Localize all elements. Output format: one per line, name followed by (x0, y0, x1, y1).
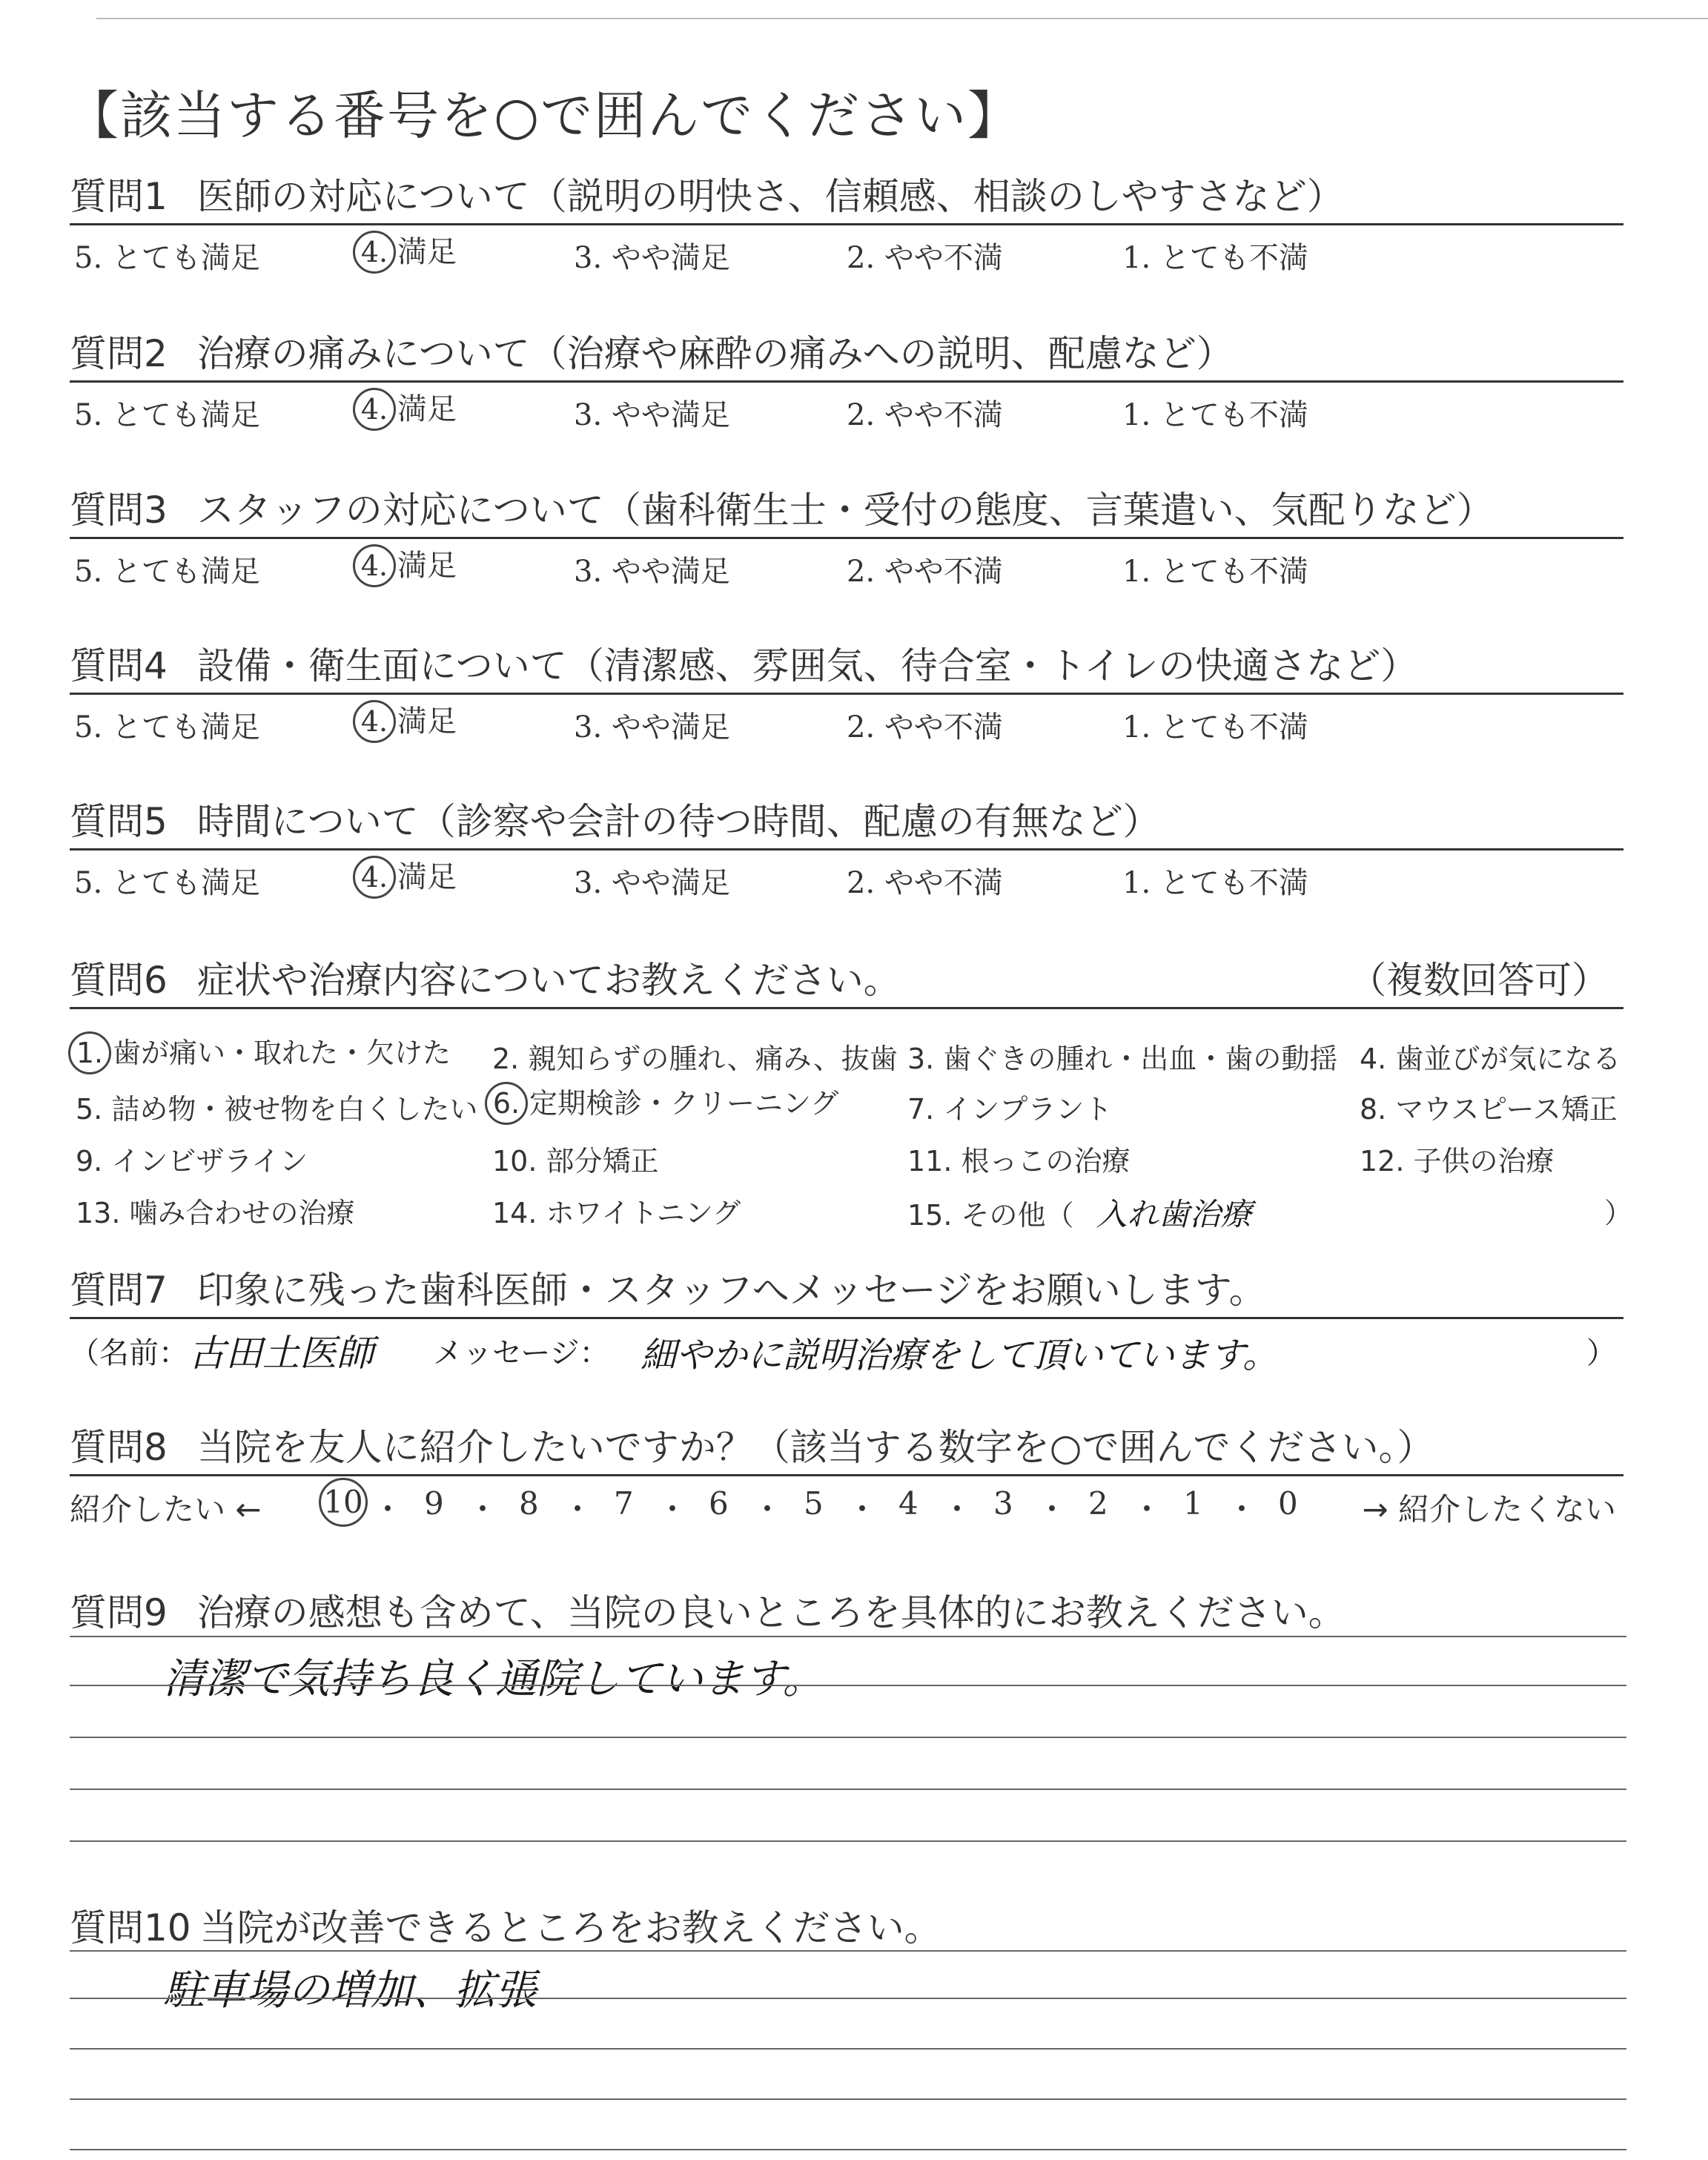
question-8 (70, 1418, 1623, 1528)
question-number: 質問5 (70, 800, 168, 843)
scale-value-4[interactable]: 4 (898, 1485, 918, 1522)
answer-line (70, 1950, 1626, 1952)
option-6[interactable] (491, 1080, 838, 1125)
rating-4[interactable] (359, 228, 457, 274)
question-text: 設備・衛生面について（清潔感、雰囲気、待合室・トイレの快適さなど） (196, 644, 1418, 687)
scale-separator: ・ (1036, 1491, 1068, 1527)
question-4 (70, 636, 1623, 744)
rating-3[interactable]: 3. やや満足 (574, 398, 730, 432)
rating-options (70, 539, 1623, 588)
option-8[interactable]: 8. マウスピース矯正 (1360, 1093, 1618, 1126)
rating-2[interactable]: 2. やや不満 (847, 710, 1003, 744)
option-14[interactable]: 14. ホワイトニング (492, 1197, 741, 1229)
close-paren: ） (1586, 1336, 1616, 1370)
option-5[interactable]: 5. 詰め物・被せ物を白くしたい (76, 1093, 478, 1126)
scale-value-2[interactable]: 2 (1088, 1485, 1108, 1522)
rating-label: 満足 (397, 235, 457, 269)
selected-circle: 4. (353, 231, 396, 274)
scale-separator: ・ (657, 1491, 689, 1527)
scale-left-label: 紹介したい ← (70, 1491, 262, 1527)
question-title (70, 324, 1623, 376)
option-10[interactable]: 10. 部分矯正 (492, 1145, 659, 1178)
answer-line (70, 2098, 1626, 2100)
scale-right-label: → 紹介したくない (1362, 1491, 1616, 1527)
rating-4[interactable] (359, 698, 457, 743)
answer-line (70, 1636, 1626, 1637)
rating-1[interactable]: 1. とても不満 (1122, 555, 1308, 589)
selected-circle: 6. (485, 1082, 528, 1125)
question-text: 医師の対応について（説明の明快さ、信頼感、相談のしやすさなど） (196, 175, 1344, 218)
question-9 (70, 1583, 1623, 1635)
question-number: 質問7 (70, 1269, 168, 1312)
question-number: 質問8 (70, 1426, 168, 1469)
rating-5[interactable]: 5. とても満足 (74, 398, 260, 432)
rating-label: 満足 (397, 549, 457, 583)
rating-5[interactable]: 5. とても満足 (74, 241, 260, 275)
question-number: 質問9 (70, 1591, 168, 1634)
answer-line (70, 1685, 1626, 1686)
page-title: 【該当する番号を○で囲んでください】 (67, 85, 1022, 146)
question-number: 質問4 (70, 644, 168, 687)
selected-circle: 1. (68, 1031, 111, 1074)
scale-separator: ・ (562, 1491, 594, 1527)
top-border (96, 18, 1708, 19)
recommend-scale (70, 1476, 1623, 1528)
option-7[interactable]: 7. インプラント (907, 1093, 1113, 1126)
rating-2[interactable]: 2. やや不満 (847, 398, 1003, 432)
rating-5[interactable]: 5. とても満足 (74, 866, 260, 900)
rating-3[interactable]: 3. やや満足 (574, 555, 730, 589)
rating-1[interactable]: 1. とても不満 (1122, 398, 1308, 432)
option-label: 定期検診・クリーニング (529, 1087, 839, 1120)
scale-value-0[interactable]: 0 (1278, 1485, 1298, 1522)
question-title (70, 480, 1623, 532)
rating-1[interactable]: 1. とても不満 (1122, 710, 1308, 744)
question-1 (70, 167, 1623, 274)
scale-separator: ・ (372, 1491, 404, 1527)
scale-separator: ・ (1131, 1491, 1163, 1527)
answer-line (70, 2048, 1626, 2050)
scale-value-8[interactable]: 8 (519, 1485, 539, 1522)
question-number: 質問6 (70, 959, 168, 1002)
rating-2[interactable]: 2. やや不満 (847, 555, 1003, 589)
name-label: （名前： (70, 1336, 188, 1370)
scale-separator: ・ (752, 1491, 784, 1527)
rating-1[interactable]: 1. とても不満 (1122, 866, 1308, 900)
option-2[interactable]: 2. 親知らずの腫れ、痛み、抜歯 (492, 1043, 898, 1075)
q10-answer-handwritten: 駐車場の増加、拡張 (163, 1966, 537, 2015)
rating-options (70, 851, 1623, 899)
question-text: 当院が改善できるところをお教えください。 (199, 1906, 941, 1949)
scale-value-3[interactable]: 3 (993, 1485, 1013, 1522)
rating-4[interactable] (359, 853, 457, 899)
question-title (70, 1418, 1623, 1470)
answer-line (70, 1737, 1626, 1738)
selected-circle: 4. (353, 700, 396, 743)
answer-line (70, 1998, 1626, 1999)
message-label: メッセージ： (433, 1336, 609, 1370)
option-13[interactable]: 13. 噛み合わせの治療 (76, 1197, 355, 1229)
message-value-handwritten: 細やかに説明治療をして頂いています。 (640, 1335, 1279, 1376)
scale-value-9[interactable]: 9 (424, 1485, 444, 1522)
question-6 (70, 951, 1633, 1232)
rating-options (70, 225, 1623, 274)
option-1[interactable] (74, 1030, 451, 1074)
question-title (70, 951, 1623, 1003)
question-number: 質問1 (70, 175, 168, 218)
selected-circle: 4. (353, 856, 396, 899)
question-text: 印象に残った歯科医師・スタッフへメッセージをお願いします。 (196, 1269, 1266, 1312)
rating-3[interactable]: 3. やや満足 (574, 241, 730, 275)
question-text: 治療の感想も含めて、当院の良いところを具体的にお教えください。 (196, 1591, 1345, 1634)
question-title (70, 792, 1623, 844)
rating-2[interactable]: 2. やや不満 (847, 241, 1003, 275)
rating-label: 満足 (397, 860, 457, 894)
option-label: 15. その他（ (907, 1199, 1074, 1232)
question-title (70, 1583, 1623, 1635)
question-number: 質問10 (70, 1906, 191, 1949)
rating-5[interactable]: 5. とても満足 (74, 710, 260, 744)
question-text: 症状や治療内容についてお教えください。 (196, 959, 901, 1002)
rating-2[interactable]: 2. やや不満 (847, 866, 1003, 900)
question-text: 当院を友人に紹介したいですか？（該当する数字を○で囲んでください。） (196, 1426, 1434, 1469)
question-number: 質問3 (70, 489, 168, 532)
other-close-paren: ） (1604, 1197, 1633, 1229)
question-5 (70, 792, 1623, 899)
scale-value-5[interactable]: 5 (804, 1485, 824, 1522)
rating-3[interactable]: 3. やや満足 (574, 866, 730, 900)
question-text: 時間について（診察や会計の待つ時間、配慮の有無など） (196, 800, 1160, 843)
scale-separator: ・ (467, 1491, 499, 1527)
multiple-answer-note: （複数回答可） (1349, 959, 1609, 1002)
scale-value-7[interactable]: 7 (614, 1485, 634, 1522)
question-title (70, 1898, 1623, 1950)
rating-options (70, 383, 1623, 432)
symptom-options (70, 1009, 1633, 1232)
option-4[interactable]: 4. 歯並びが気になる (1360, 1043, 1621, 1075)
q9-answer-handwritten: 清潔で気持ち良く通院しています。 (163, 1655, 824, 1703)
question-title (70, 1261, 1623, 1312)
question-text: 治療の痛みについて（治療や麻酔の痛みへの説明、配慮など） (196, 332, 1234, 375)
answer-line (70, 2149, 1626, 2150)
option-label: 歯が痛い・取れた・欠けた (113, 1037, 451, 1069)
rating-3[interactable]: 3. やや満足 (574, 710, 730, 744)
question-3 (70, 480, 1623, 588)
option-15[interactable] (907, 1190, 1252, 1235)
question-title (70, 636, 1623, 688)
other-answer-handwritten: 入れ歯治療 (1096, 1196, 1252, 1232)
question-2 (70, 324, 1623, 432)
selected-circle: 4. (353, 544, 396, 587)
scale-value-6[interactable]: 6 (709, 1485, 729, 1522)
selected-circle: 4. (353, 388, 396, 431)
rating-1[interactable]: 1. とても不満 (1122, 241, 1308, 275)
question-10 (70, 1898, 1623, 1950)
name-value-handwritten: 古田土医師 (188, 1332, 374, 1375)
question-number: 質問2 (70, 332, 168, 375)
rating-label: 満足 (397, 392, 457, 426)
question-title (70, 167, 1623, 219)
rating-label: 満足 (397, 704, 457, 739)
answer-line (70, 1840, 1626, 1842)
option-12[interactable]: 12. 子供の治療 (1360, 1145, 1555, 1178)
scale-separator: ・ (847, 1491, 878, 1527)
question-text: スタッフの対応について（歯科衛生士・受付の態度、言葉遣い、気配りなど） (196, 489, 1494, 532)
scale-value-1[interactable]: 1 (1183, 1485, 1203, 1522)
scale-separator: ・ (1226, 1491, 1258, 1527)
option-3[interactable]: 3. 歯ぐきの腫れ・出血・歯の動揺 (907, 1043, 1338, 1075)
option-9[interactable]: 9. インビザライン (76, 1145, 308, 1178)
rating-4[interactable] (359, 386, 457, 431)
rating-4[interactable] (359, 542, 457, 587)
answer-line (70, 1789, 1626, 1790)
option-11[interactable]: 11. 根っこの治療 (907, 1145, 1131, 1178)
rating-options (70, 695, 1623, 744)
scale-separator: ・ (941, 1491, 973, 1527)
question-7 (70, 1261, 1623, 1378)
message-row (70, 1319, 1623, 1378)
rating-5[interactable]: 5. とても満足 (74, 555, 260, 589)
scale-value-10[interactable]: 10 (319, 1478, 368, 1527)
